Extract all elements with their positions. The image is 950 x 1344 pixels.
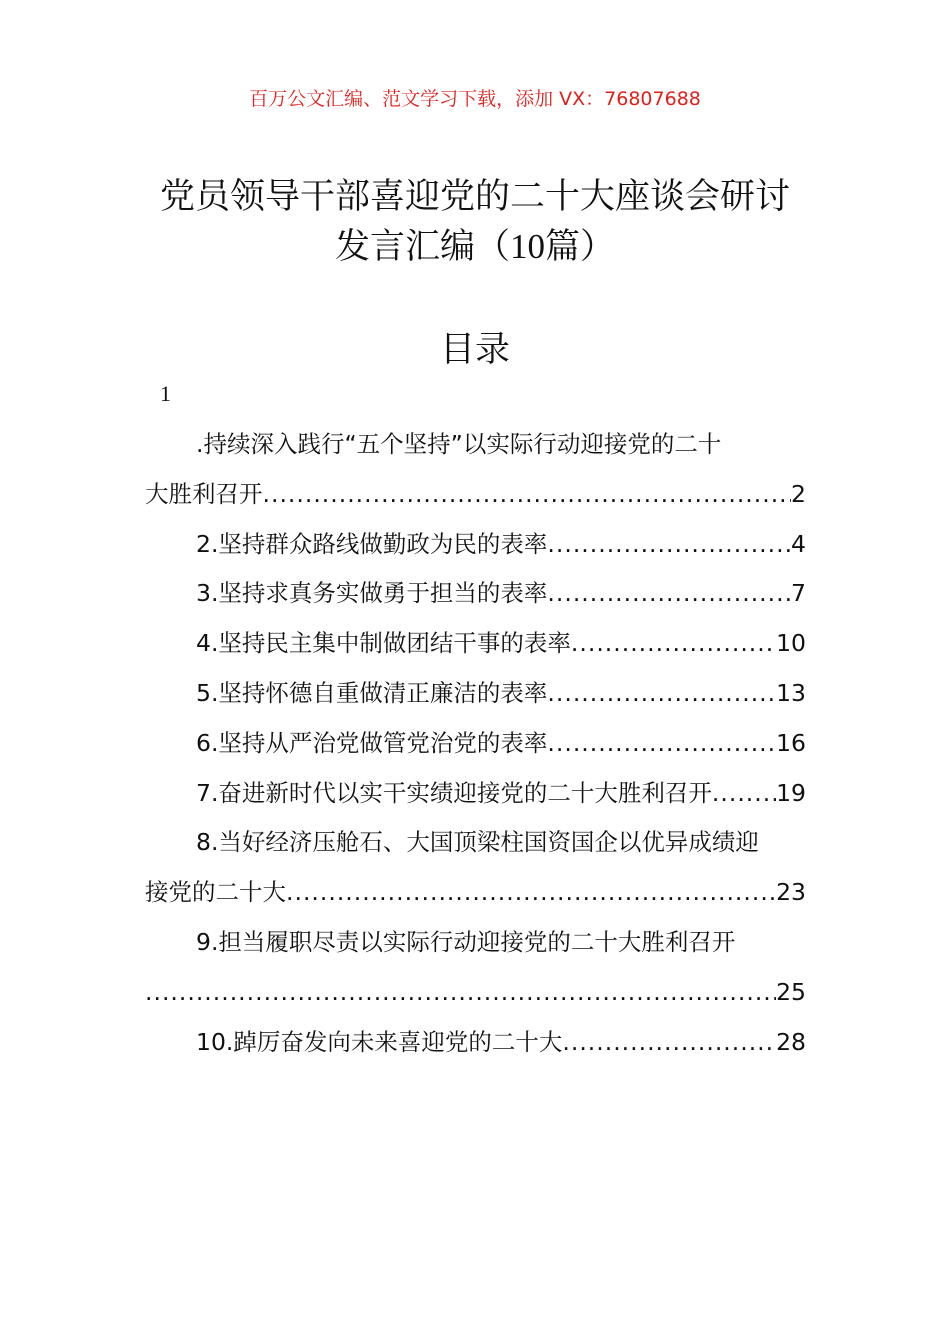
toc-entry-line [145, 719, 806, 769]
toc-page-number: 10 [776, 629, 806, 658]
toc-dot-leader [145, 968, 776, 1018]
toc-dot-leader [562, 1018, 776, 1068]
download-banner: 百万公文汇编、范文学习下载，添加 VX：76807688 [249, 88, 701, 110]
toc-entry-line [145, 868, 806, 918]
toc-entry-line [145, 569, 806, 619]
toc-dot-leader [263, 470, 792, 520]
toc-dot-leader [286, 868, 776, 918]
toc-entry-line [145, 918, 806, 968]
toc-dot-leader [571, 619, 776, 669]
toc-entry-title: 2.坚持群众路线做勤政为民的表率 [196, 529, 548, 558]
toc-page-number: 23 [776, 878, 806, 907]
toc-entry[interactable] [145, 669, 806, 719]
toc-entry[interactable] [145, 420, 806, 520]
toc-entry-title: 8.当好经济压舱石、大国顶梁柱国资国企以优异成绩迎 [196, 828, 759, 857]
toc-entry-line [145, 420, 806, 470]
toc-entry-line [145, 520, 806, 570]
toc-page-number: 28 [776, 1027, 806, 1056]
toc-heading: 目录 [439, 330, 510, 370]
title-line-2-prefix: 发言汇编（ [334, 227, 510, 267]
toc-dot-leader [712, 769, 776, 819]
toc-page-number: 13 [776, 678, 806, 707]
title-line-2 [0, 222, 950, 272]
toc-entry[interactable] [145, 719, 806, 769]
title-line-1: 党员领导干部喜迎党的二十大座谈会研讨 [159, 177, 790, 217]
toc-entry-title: 9.担当履职尽责以实际行动迎接党的二十大胜利召开 [196, 927, 736, 956]
toc-entry[interactable] [145, 818, 806, 918]
toc-entry-line [145, 619, 806, 669]
toc-entry-line [145, 968, 806, 1018]
toc-page-number: 25 [776, 977, 806, 1006]
toc-dot-leader [547, 719, 776, 769]
toc-entry[interactable] [145, 520, 806, 570]
toc-entry[interactable] [145, 918, 806, 1018]
toc-entry-title: 大胜利召开 [145, 479, 263, 508]
title-line-2-suffix: 篇） [545, 227, 616, 267]
orphan-list-number: 1 [160, 381, 171, 406]
toc-entry-line [145, 769, 806, 819]
toc-entry-title: 4.坚持民主集中制做团结干事的表率 [196, 629, 571, 658]
toc-entry-line [145, 669, 806, 719]
toc-entry-title: 6.坚持从严治党做管党治党的表率 [196, 728, 548, 757]
toc-entry[interactable] [145, 619, 806, 669]
title-line-2-number: 10 [510, 227, 545, 266]
table-of-contents [145, 420, 806, 1067]
toc-entry-line [145, 818, 806, 868]
document-title [0, 172, 950, 272]
toc-page-number: 4 [791, 529, 806, 558]
toc-entry-title: 7.奋进新时代以实干实绩迎接党的二十大胜利召开 [196, 778, 712, 807]
toc-page-number: 7 [791, 579, 806, 608]
toc-entry-line [145, 1018, 806, 1068]
toc-entry[interactable] [145, 1018, 806, 1068]
toc-entry[interactable] [145, 769, 806, 819]
toc-entry[interactable] [145, 569, 806, 619]
toc-entry-title: 接党的二十大 [145, 878, 286, 907]
toc-dot-leader [547, 569, 791, 619]
toc-dot-leader [547, 520, 791, 570]
toc-entry-title: 3.坚持求真务实做勇于担当的表率 [196, 579, 548, 608]
toc-entry-title: 5.坚持怀德自重做清正廉洁的表率 [196, 678, 548, 707]
toc-page-number: 19 [776, 778, 806, 807]
toc-entry-line [145, 470, 806, 520]
toc-entry-title: .持续深入践行“五个坚持”以实际行动迎接党的二十 [196, 430, 722, 458]
toc-page-number: 16 [776, 728, 806, 757]
toc-dot-leader [547, 669, 776, 719]
toc-page-number: 2 [791, 479, 806, 508]
toc-entry-title: 10.踔厉奋发向未来喜迎党的二十大 [196, 1027, 563, 1056]
